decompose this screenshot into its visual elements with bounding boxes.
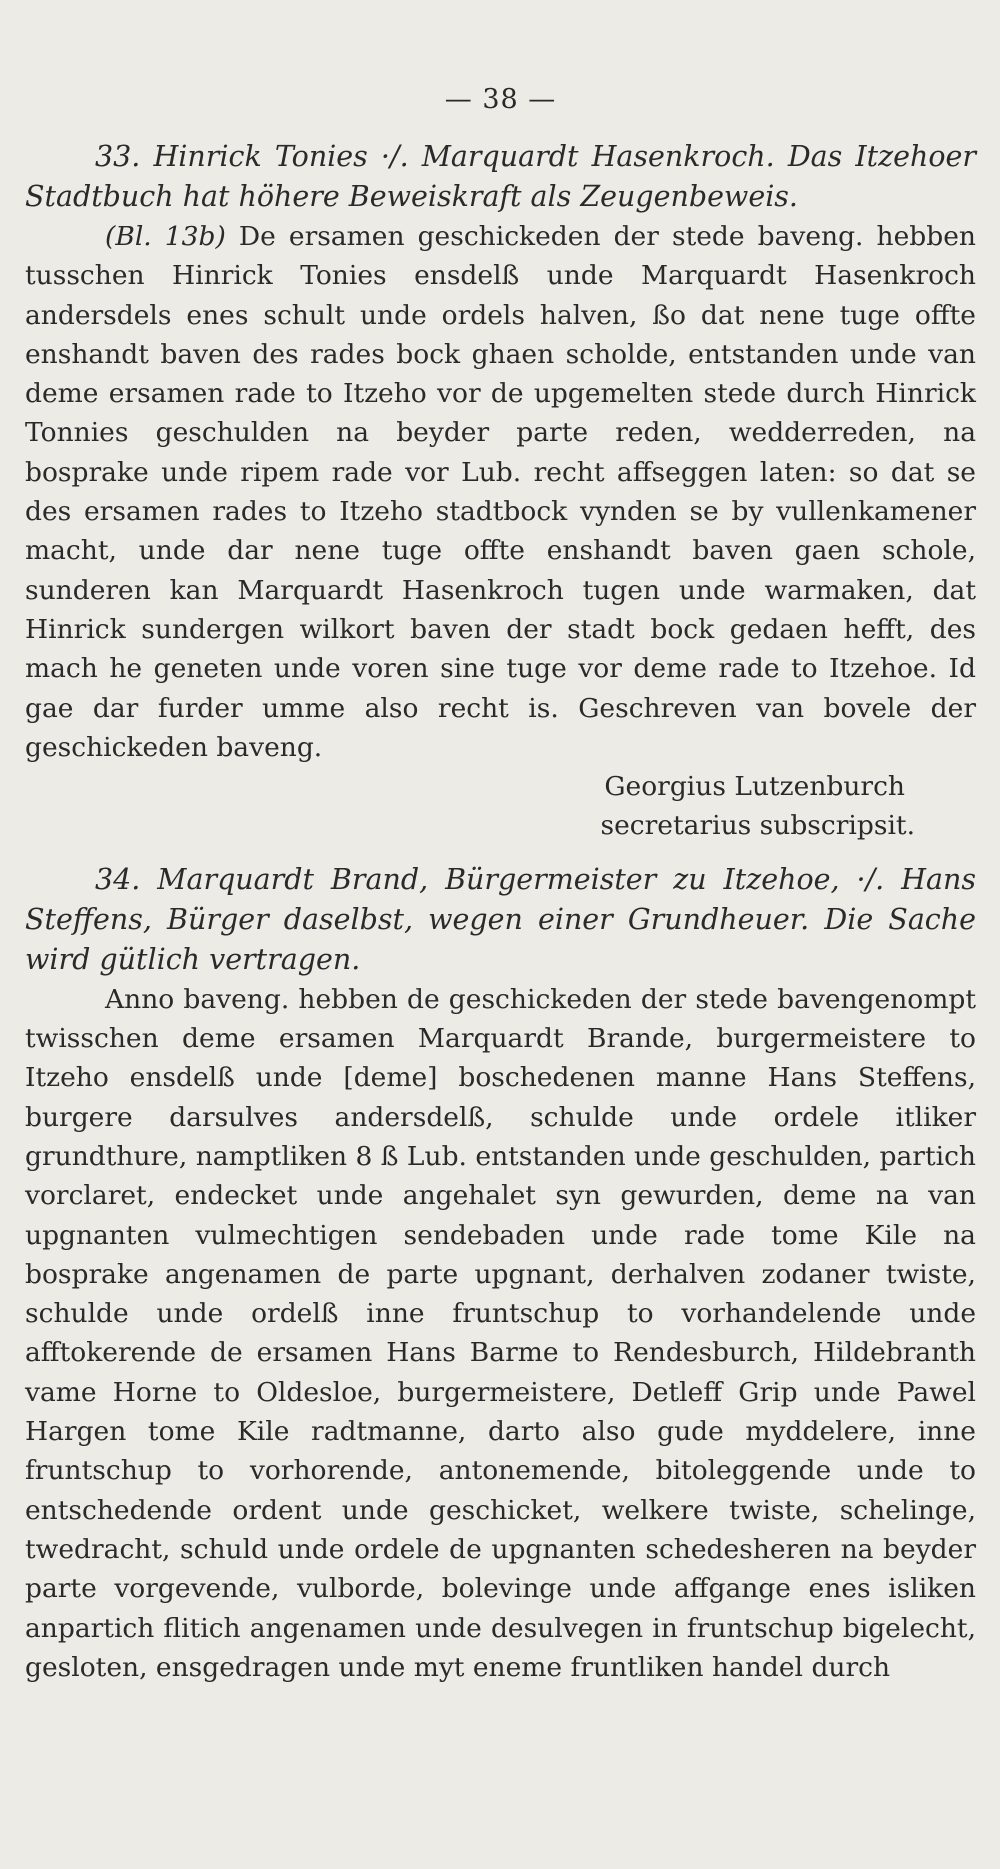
- signature-name: Georgius Lutzenburch: [604, 771, 905, 803]
- page-number: — 38 —: [444, 84, 557, 115]
- entry-34-number: 34.: [95, 862, 141, 896]
- entry-33-heading: [25, 137, 976, 217]
- entry-33-body: [25, 217, 976, 767]
- entry-33-text: De ersamen geschickeden der stede baveng. hebben tusschen Hinrick Tonies ensdelß unde Marquardt Hasenkroch andersdels enes schult unde ordels halven, ßo dat nene tuge offte enshandt baven des rades bock ghaen scholde, entstanden unde van deme ersamen rade to Itzeho vor de upgemelten stede durch Hinrick Tonnies geschulden na beyder parte reden, wedderreden, na bosprake unde ripem rade vor Lub. recht affseggen laten: so dat se des ersamen rades to Itzeho stadtbock vynden se by vullenkamener macht, unde dar nene tuge offte enshandt baven gaen schole, sunderen kan Marquardt Hasenkroch tugen unde warmaken, dat Hinrick sundergen wilkort baven der stadt bock gedaen hefft, des mach he geneten unde voren sine tuge vor deme rade to Itzehoe. Id gae dar furder umme also recht is. Geschreven van bovele der geschickeden baveng.: [25, 221, 976, 763]
- entry-33-heading-text: Hinrick Tonies ·/. Marquardt Hasenkroch. Das Itzehoer Stadtbuch hat höhere Beweiskraft als Zeugenbeweis.: [25, 140, 976, 213]
- entry-33-signature: [25, 767, 915, 846]
- entry-34-body: Anno baveng. hebben de geschickeden der stede bavengenompt twisschen deme ersamen Marquardt Brande, burgermeistere to Itzeho ensdelß unde [deme] boschedenen manne Hans Steffens, burgere darsulves andersdelß, schulde unde ordele itliker grundthure, namptliken 8 ß Lub. entstanden unde geschulden, partich vorclaret, endecket unde angehalet syn gewurden, deme na van upgnanten vulmechtigen sendebaden unde rade tome Kile na bosprake angenamen de parte upgnant, derhalven zodaner twiste, schulde unde ordelß inne fruntschup to vorhandelende unde afftokerende de ersamen Hans Barme to Rendesburch, Hildebranth vame Horne to Oldesloe, burgermeistere, Detleff Grip unde Pawel Hargen tome Kile radtmanne, darto also gude myddelere, inne fruntschup to vorhorende, antonemende, bitoleggende unde to entschedende ordent unde geschicket, welkere twiste, schelinge, twedracht, schuld unde ordele de upgnanten schedesheren na beyder parte vorgevende, vulborde, bolevinge unde affgange enes isliken anpartich flitich angenamen unde desulvegen in fruntschup bigelecht, gesloten, ensgedragen unde myt eneme fruntliken handel durch: [25, 983, 976, 1683]
- entry-33-reference: (Bl. 13b): [105, 221, 226, 252]
- entry-33-number: 33.: [95, 140, 141, 173]
- entry-34-heading: [25, 860, 976, 980]
- entry-34-heading-text: Marquardt Brand, Bürgermeister zu Itzehoe, ·/. Hans Steffens, Bürger daselbst, wegen einer Grundheuer. Die Sache wird gütlich vertragen.: [25, 862, 976, 976]
- signature-title: secretarius subscripsit.: [600, 810, 915, 842]
- entry-spacer: [25, 846, 976, 860]
